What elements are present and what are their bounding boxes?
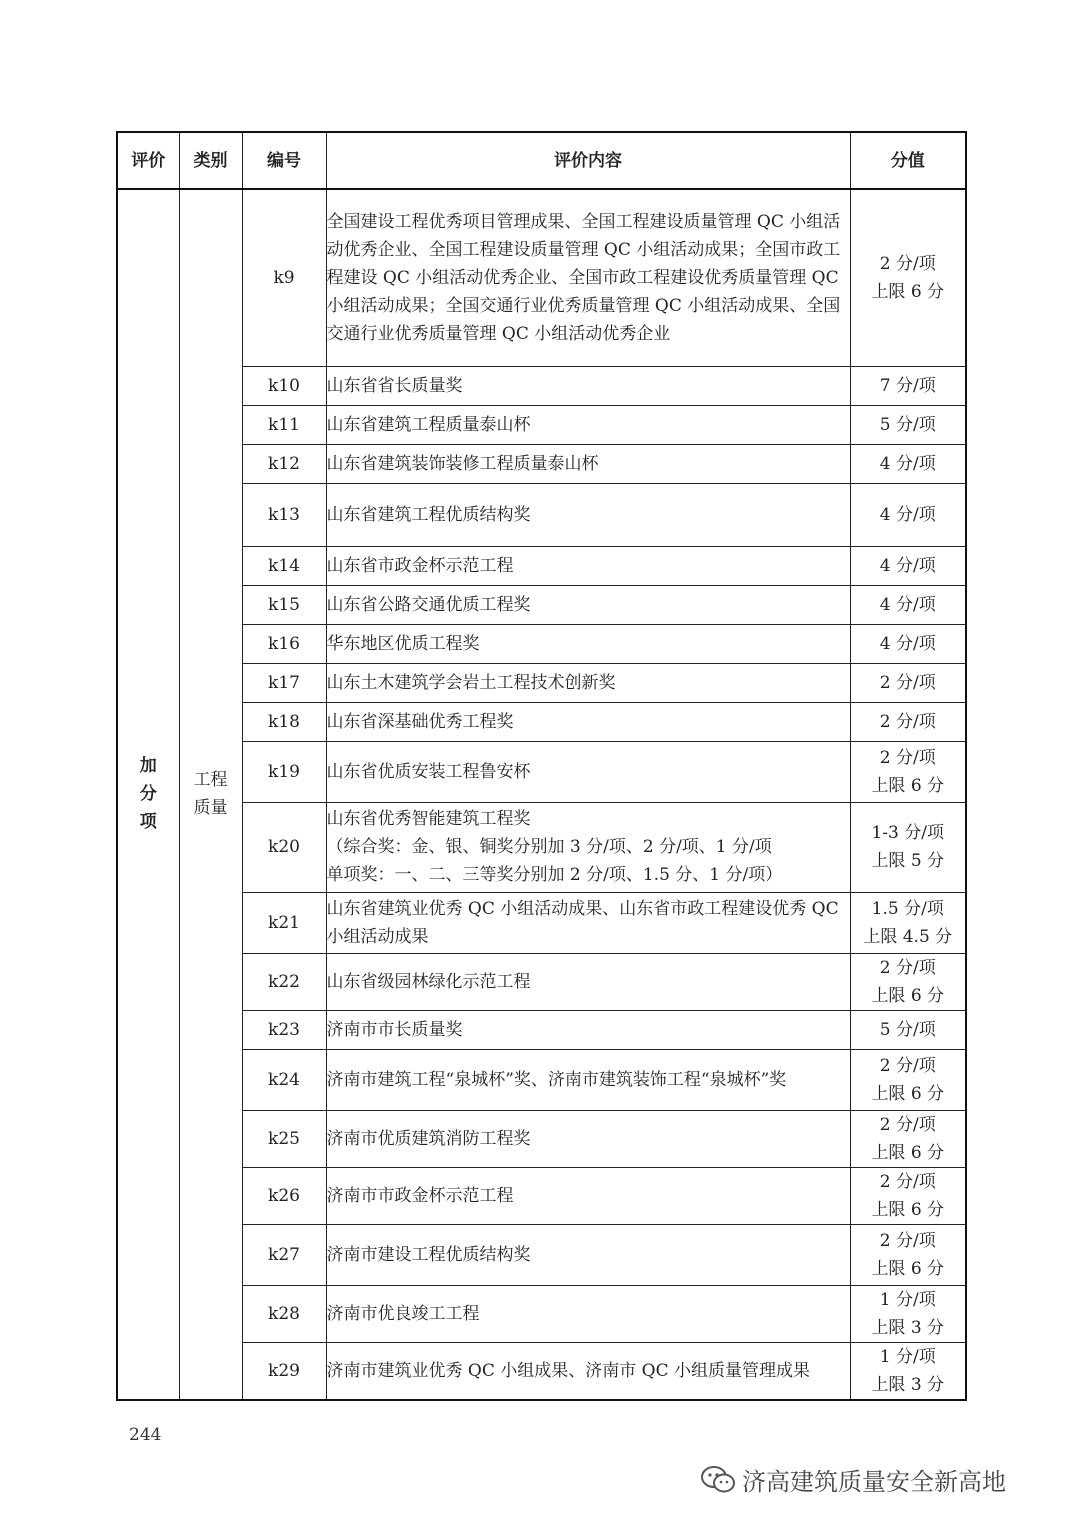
row-code: k21 bbox=[242, 892, 326, 953]
table-row bbox=[117, 1110, 966, 1167]
row-score: 2 分/项 上限 6 分 bbox=[850, 1049, 966, 1110]
table-row bbox=[117, 892, 966, 953]
header-score: 分值 bbox=[850, 132, 966, 189]
header-category: 类别 bbox=[179, 132, 242, 189]
row-code: k24 bbox=[242, 1049, 326, 1110]
row-content: 山东省建筑业优秀 QC 小组活动成果、山东省市政工程建设优秀 QC 小组活动成果 bbox=[326, 892, 850, 953]
row-score: 4 分/项 bbox=[850, 546, 966, 585]
row-content: 济南市建筑工程“泉城杯”奖、济南市建筑装饰工程“泉城杯”奖 bbox=[326, 1049, 850, 1110]
row-code: k18 bbox=[242, 702, 326, 741]
table-row bbox=[117, 1342, 966, 1400]
scoring-table bbox=[116, 131, 967, 1401]
table-row bbox=[117, 953, 966, 1010]
row-score: 2 分/项 上限 6 分 bbox=[850, 189, 966, 366]
row-score: 2 分/项 bbox=[850, 702, 966, 741]
row-score: 1-3 分/项 上限 5 分 bbox=[850, 802, 966, 892]
row-code: k9 bbox=[242, 189, 326, 366]
row-code: k26 bbox=[242, 1167, 326, 1224]
table-row bbox=[117, 189, 966, 366]
row-score: 5 分/项 bbox=[850, 1010, 966, 1049]
row-content: 全国建设工程优秀项目管理成果、全国工程建设质量管理 QC 小组活动优秀企业、全国工程建设质量管理 QC 小组活动成果；全国市政工程建设 QC 小组活动优秀企业、全国市政工程建设优秀质量管理 QC 小组活动成果；全国交通行业优秀质量管理 QC 小组活动成果、全国交通行业优秀质量管理 QC 小组活动优秀企业 bbox=[326, 189, 850, 366]
table-row bbox=[117, 1049, 966, 1110]
row-code: k15 bbox=[242, 585, 326, 624]
header-evaluation: 评价 bbox=[117, 132, 179, 189]
row-score: 2 分/项 上限 6 分 bbox=[850, 953, 966, 1010]
table-row bbox=[117, 1224, 966, 1285]
header-code: 编号 bbox=[242, 132, 326, 189]
watermark bbox=[700, 1462, 1006, 1497]
category-group-cell bbox=[179, 189, 242, 1400]
wechat-icon bbox=[700, 1465, 736, 1495]
row-content: 山东省省长质量奖 bbox=[326, 366, 850, 405]
row-content: 山东省建筑工程优质结构奖 bbox=[326, 483, 850, 546]
row-score: 2 分/项 bbox=[850, 663, 966, 702]
table-row bbox=[117, 585, 966, 624]
row-code: k11 bbox=[242, 405, 326, 444]
evaluation-group-label: 加分项 bbox=[139, 756, 157, 833]
row-code: k28 bbox=[242, 1285, 326, 1342]
table-row bbox=[117, 624, 966, 663]
row-score: 4 分/项 bbox=[850, 585, 966, 624]
row-content: 山东省公路交通优质工程奖 bbox=[326, 585, 850, 624]
row-content: 山东省深基础优秀工程奖 bbox=[326, 702, 850, 741]
row-code: k29 bbox=[242, 1342, 326, 1400]
row-score: 1 分/项 上限 3 分 bbox=[850, 1285, 966, 1342]
row-code: k13 bbox=[242, 483, 326, 546]
row-content: 山东省建筑装饰装修工程质量泰山杯 bbox=[326, 444, 850, 483]
row-code: k25 bbox=[242, 1110, 326, 1167]
row-score: 2 分/项 上限 6 分 bbox=[850, 741, 966, 802]
row-score: 4 分/项 bbox=[850, 444, 966, 483]
row-score: 2 分/项 上限 6 分 bbox=[850, 1110, 966, 1167]
row-content: 济南市优良竣工工程 bbox=[326, 1285, 850, 1342]
row-content: 山东省市政金杯示范工程 bbox=[326, 546, 850, 585]
table-row bbox=[117, 546, 966, 585]
row-content: 济南市优质建筑消防工程奖 bbox=[326, 1110, 850, 1167]
row-content: 华东地区优质工程奖 bbox=[326, 624, 850, 663]
table-row bbox=[117, 663, 966, 702]
row-code: k22 bbox=[242, 953, 326, 1010]
row-content: 济南市市政金杯示范工程 bbox=[326, 1167, 850, 1224]
row-content: 山东土木建筑学会岩土工程技术创新奖 bbox=[326, 663, 850, 702]
table-row bbox=[117, 802, 966, 892]
row-score: 4 分/项 bbox=[850, 624, 966, 663]
category-group-label: 工程质量 bbox=[193, 770, 228, 819]
table-row bbox=[117, 1167, 966, 1224]
row-content: 山东省优质安装工程鲁安杯 bbox=[326, 741, 850, 802]
row-score: 2 分/项 上限 6 分 bbox=[850, 1224, 966, 1285]
row-score: 4 分/项 bbox=[850, 483, 966, 546]
row-code: k10 bbox=[242, 366, 326, 405]
table-row bbox=[117, 741, 966, 802]
header-content: 评价内容 bbox=[326, 132, 850, 189]
row-content: 山东省建筑工程质量泰山杯 bbox=[326, 405, 850, 444]
row-content: 山东省级园林绿化示范工程 bbox=[326, 953, 850, 1010]
row-code: k27 bbox=[242, 1224, 326, 1285]
table-row bbox=[117, 483, 966, 546]
table-row bbox=[117, 1285, 966, 1342]
row-code: k23 bbox=[242, 1010, 326, 1049]
row-score: 5 分/项 bbox=[850, 405, 966, 444]
row-score: 7 分/项 bbox=[850, 366, 966, 405]
row-content: 山东省优秀智能建筑工程奖 （综合奖：金、银、铜奖分别加 3 分/项、2 分/项、1 分/项 单项奖：一、二、三等奖分别加 2 分/项、1.5 分、1 分/项） bbox=[326, 802, 850, 892]
page-number: 244 bbox=[129, 1425, 162, 1445]
table-row bbox=[117, 405, 966, 444]
row-content: 济南市建筑业优秀 QC 小组成果、济南市 QC 小组质量管理成果 bbox=[326, 1342, 850, 1400]
table-row bbox=[117, 444, 966, 483]
row-content: 济南市建设工程优质结构奖 bbox=[326, 1224, 850, 1285]
row-code: k19 bbox=[242, 741, 326, 802]
row-code: k20 bbox=[242, 802, 326, 892]
watermark-text: 济高建筑质量安全新高地 bbox=[742, 1468, 1006, 1496]
header-row bbox=[117, 132, 966, 189]
row-score: 1 分/项 上限 3 分 bbox=[850, 1342, 966, 1400]
row-code: k17 bbox=[242, 663, 326, 702]
row-code: k14 bbox=[242, 546, 326, 585]
row-score: 2 分/项 上限 6 分 bbox=[850, 1167, 966, 1224]
row-code: k12 bbox=[242, 444, 326, 483]
row-score: 1.5 分/项 上限 4.5 分 bbox=[850, 892, 966, 953]
evaluation-group-cell bbox=[117, 189, 179, 1400]
row-content: 济南市市长质量奖 bbox=[326, 1010, 850, 1049]
table-row bbox=[117, 1010, 966, 1049]
table-row bbox=[117, 366, 966, 405]
table-row bbox=[117, 702, 966, 741]
row-code: k16 bbox=[242, 624, 326, 663]
